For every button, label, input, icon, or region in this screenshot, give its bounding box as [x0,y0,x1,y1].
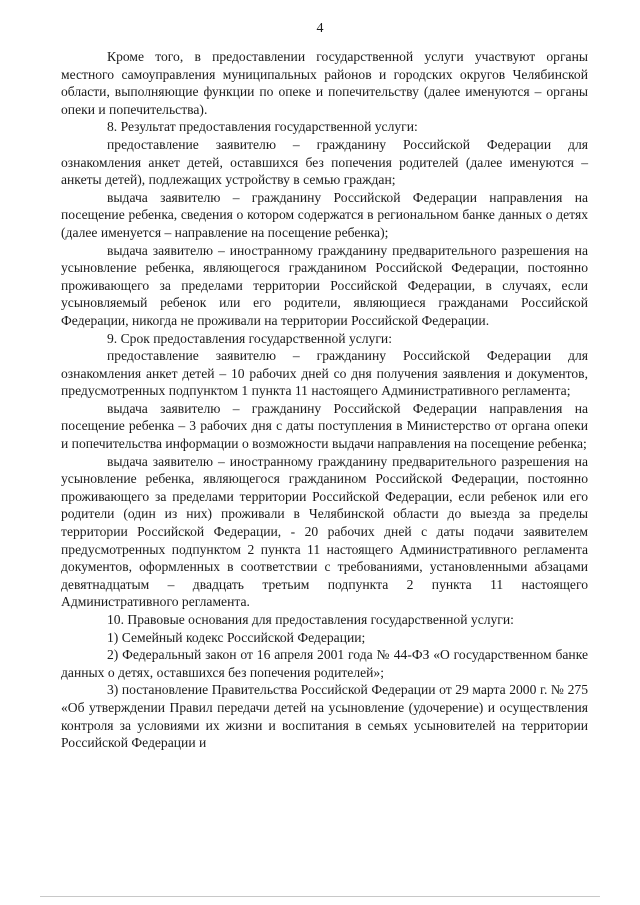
page-number: 4 [316,21,324,36]
section-heading-10-legal: 10. Правовые основания для предоставления государственной услуги: [107,612,514,627]
section-heading-9-term: 9. Срок предоставления государственной услуги: [107,330,392,346]
paragraph-result-anketa: предоставление заявителю – гражданину Российской Федерации для ознакомления анкет детей, оставшихся без попечения родителей (далее именуются – анкеты детей), подлежащих устройству в семью граждан; [61,136,588,188]
section-heading-8-result: 8. Результат предоставления государственной услуги: [107,119,418,135]
document-body [61,48,588,752]
paragraph-term-permit: выдача заявителю – иностранному гражданину предварительного разрешения на усыновление ребенка, являющегося гражданином Российской Федерации, постоянно проживающего за пределами территории Российской Федерации, если ребенок или его родители (один из них) проживали в Челябинской области до выезда за пределы территории Российской Федерации, - 20 рабочих дней с даты подачи заявителем предусмотренных подпунктом 2 пункта 11 настоящего Административного регламента документов, оформленных в соответствии с требованиями, установленными абзацами девятнадцатым – двадцать третьим подпункта 2 пункта 11 настоящего Административного регламента. [61,453,588,610]
list-item-federal-law: 2) Федеральный закон от 16 апреля 2001 года № 44-ФЗ «О государственном банке данных о детях, оставшихся без попечения родителей»; [61,647,588,680]
paragraph-participants: Кроме того, в предоставлении государственной услуги участвуют органы местного самоуправления муниципальных районов и городских округов Челябинской области, выполняющие функции по опеке и попечительству (далее именуются – органы опеки и попечительства). [61,49,588,117]
paragraph-result-permit: выдача заявителю – иностранному гражданину предварительного разрешения на усыновление ребенка, являющегося гражданином Российской Федерации, постоянно проживающего за пределами территории Российской Федерации, в случаях, если усыновляемый ребенок или его родители, являющиеся гражданами Российской Федерации, никогда не проживали на территории Российской Федерации. [61,242,588,328]
paragraph-term-referral: выдача заявителю – гражданину Российской Федерации направления на посещение ребенка – 3 рабочих дня с даты поступления в Министерство от органа опеки и попечительства информации о возможности выдачи направления на посещение ребенка; [61,400,588,452]
list-item-government-decree: 3) постановление Правительства Российской Федерации от 29 марта 2000 г. № 275 «Об утверждении Правил передачи детей на усыновление (удочерение) и осуществления контроля за условиями их жизни и воспитания в семьях усыновителей на территории Российской Федерации и [61,682,588,751]
paragraph-term-anketa: предоставление заявителю – гражданину Российской Федерации для ознакомления анкет детей – 10 рабочих дней со дня получения заявления и документов, предусмотренных подпунктом 1 пункта 11 настоящего Административного регламента; [61,348,588,399]
list-item-family-code: 1) Семейный кодекс Российской Федерации; [107,629,366,645]
paragraph-result-referral: выдача заявителю – гражданину Российской Федерации направления на посещение ребенка, сведения о котором содержатся в региональном банке данных о детях (далее именуется – направление на посещение ребенка); [61,189,588,240]
scan-bottom-edge [40,896,600,897]
